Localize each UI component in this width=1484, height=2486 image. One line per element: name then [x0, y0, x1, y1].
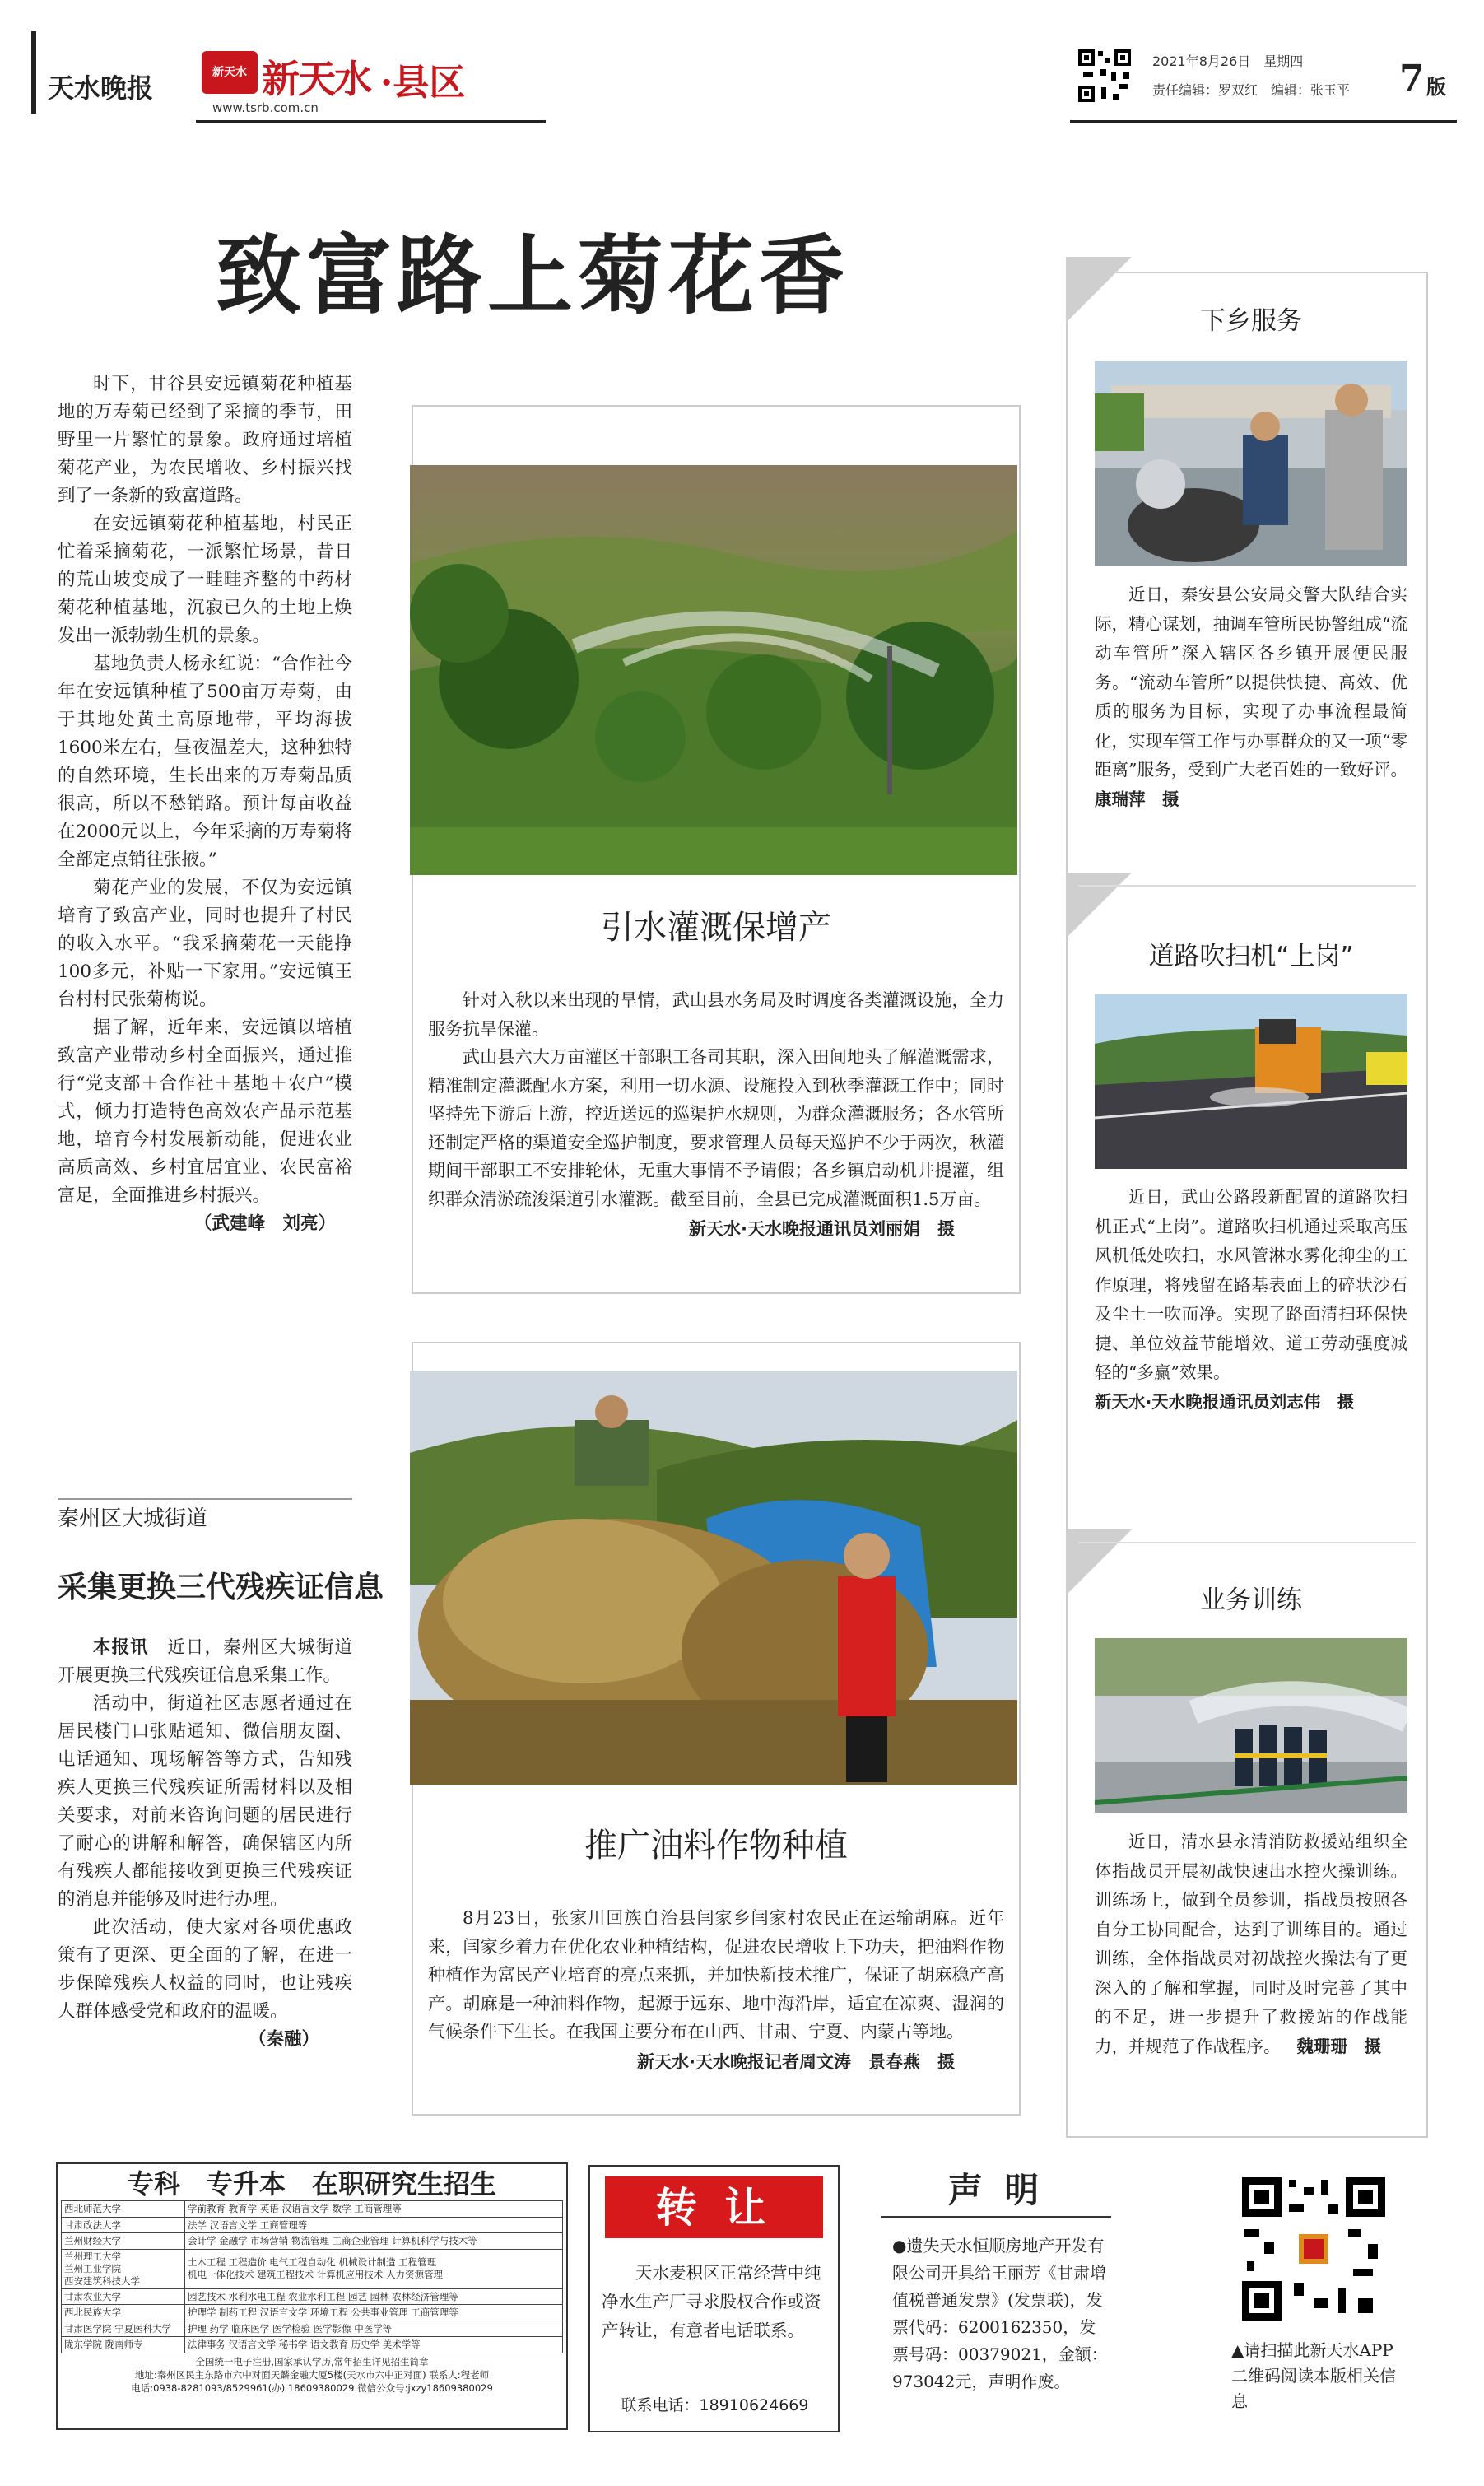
lead-paragraph: 据了解，近年来，安远镇以培植致富产业带动乡村全面振兴，通过推行“党支部＋合作社＋基地＋农户”模式，倾力打造特色高效农产品示范基地，培育今村发展新动能，促进农业高质高效、乡村宜居宜业、农民富裕富足，全面推进乡村振兴。 — [58, 1017, 352, 1206]
statement-ad-title: 声 明 — [881, 2165, 1111, 2218]
header-underline — [196, 120, 546, 123]
table-row: 兰州理工大学 兰州工业学院 西安建筑科技大学 土木工程 工程造价 电气工程自动化 机械设计制造 工程管理 机电一体化技术 建筑工程技术 计算机应用技术 人力资源管理 — [62, 2249, 563, 2288]
lead-paragraph: 在安远镇菊花种植基地，村民正忙着采摘菊花，一派繁忙场景，昔日的荒山坡变成了一畦畦齐整的中药材菊花种植基地，沉寂已久的土地上焕发出一派勃勃生机的景象。 — [58, 514, 352, 646]
main-title: 致富路上菊花香 — [216, 225, 850, 326]
article2-kicker: 秦州区大城街道 — [58, 1506, 208, 1531]
sidebar1-paragraph: 近日，秦安县公安局交警大队结合实际，精心谋划，抽调车管所民协警组成“流动车管所”深入辖区各乡镇开展便民服务。“流动车管所”以提供快捷、高效、优质的服务为目标，实现了办事流程最简化，实现车管工作与办事群众的又一项“零距离”服务，受到广大老百姓的一致好评。康瑞萍 摄 — [1095, 584, 1407, 809]
paper-name: 天水晚报 — [48, 72, 154, 104]
article2-lead-tag: 本报讯 — [93, 1637, 149, 1658]
lead-paragraph: 时下，甘谷县安远镇菊花种植基地的万寿菊已经到了采摘的季节，田野里一片繁忙的景象。政府通过培植菊花产业，为农民增收、乡村振兴找到了一条新的致富道路。 — [58, 374, 352, 506]
lead-credit: （武建峰 刘亮） — [193, 1213, 336, 1234]
article2-headline: 采集更换三代残疾证信息 — [58, 1570, 384, 1604]
photo1-caption: 引水灌溉保增产 — [601, 909, 831, 947]
sidebar1-text — [1095, 580, 1407, 814]
table-row: 兰州财经大学 会计学 金融学 市场营销 物流管理 工商企业管理 计算机科学与技术等 — [62, 2233, 563, 2250]
corner-triangle — [1066, 873, 1132, 938]
photo2-text — [428, 1904, 1004, 2076]
table-row: 西北民族大学 护理学 制药工程 汉语言文学 环境工程 公共事业管理 工商管理等 — [62, 2305, 563, 2321]
article2-body — [58, 1634, 352, 2054]
table-row: 甘肃医学院 宁夏医科大学 护理 药学 临床医学 医学检验 医学影像 中医学等 — [62, 2321, 563, 2337]
photo2-credit: 新天水·天水晚报记者周文涛 景春燕 摄 — [637, 2051, 955, 2072]
qr-code-icon[interactable] — [1077, 48, 1133, 104]
lead-paragraph: 菊花产业的发展，不仅为安远镇培育了致富产业，同时也提升了村民的收入水平。“我采摘菊花一天能挣100多元，补贴一下家用。”安远镇王台村村民张菊梅说。 — [58, 878, 352, 1010]
section-name: ·县区 — [380, 62, 466, 104]
qr-note: ▲请扫描此新天水APP二维码阅读本版相关信息 — [1231, 2340, 1396, 2411]
photo1-paragraph: 针对入秋以来出现的旱情，武山县水务局及时调度各类灌溉设施，全力服务抗旱保灌。 — [428, 990, 1004, 1039]
sidebar2-text — [1095, 1183, 1407, 1417]
article2-credit: （秦融） — [248, 2029, 319, 2050]
statement-ad-body: ●遗失天水恒顺房地产开发有限公司开具给王丽芳《甘肃增值税普通发票》(发票联)，发票代码：6200162350，发票号码：00379021，金额：973042元，声明作废。 — [892, 2236, 1108, 2391]
statement-ad — [872, 2165, 1119, 2432]
article2-paragraph: 此次活动，使大家对各项优惠政策有了更深、更全面的了解，在进一步保障残疾人权益的同时，也让残疾人群体感受党和政府的温暖。 — [58, 1917, 352, 2022]
transfer-ad-title: 转 让 — [605, 2176, 823, 2238]
logo-text: 新天水 — [262, 57, 370, 101]
column-divider — [58, 1498, 352, 1500]
sidebar2-title: 道路吹扫机“上岗” — [1148, 942, 1354, 971]
recruit-ad[interactable] — [56, 2162, 568, 2430]
sidebar1-credit: 康瑞萍 摄 — [1095, 789, 1179, 809]
recruit-footnote: 全国统一电子注册,国家承认学历,常年招生详见招生简章 — [195, 2355, 429, 2367]
recruit-table — [61, 2200, 563, 2353]
recruit-phone: 电话:0938-8281093/8529961(办) 18609380029 微信公众号:jxzy18609380029 — [131, 2381, 493, 2394]
photo2-paragraph: 8月23日，张家川回族自治县闫家乡闫家村农民正在运输胡麻。近年来，闫家乡着力在优化农业种植结构，促进农民增收上下功夫，把油料作物种植作为富民产业培育的亮点来抓，并加快新技术推广，保证了胡麻稳产高产。胡麻是一种油料作物，起源于远东、地中海沿岸，适宜在凉爽、湿润的气候条件下生长。在我国主要分布在山西、甘肃、宁夏、内蒙古等地。 — [428, 1908, 1004, 2041]
header-rule-left — [31, 31, 36, 114]
table-row: 甘肃农业大学 园艺技术 水利水电工程 农业水利工程 园艺 园林 农林经济管理等 — [62, 2288, 563, 2305]
transfer-ad-body: 天水麦积区正常经营中纯净水生产厂寻求股权合作或资产转让，有意者电话联系。 — [602, 2263, 821, 2340]
photo1-text — [428, 986, 1004, 1244]
app-qr-code-icon[interactable] — [1240, 2175, 1388, 2323]
sidebar2-credit: 新天水·天水晚报通讯员刘志伟 摄 — [1095, 1391, 1355, 1412]
table-row: 西北师范大学 学前教育 教育学 英语 汉语言文学 数学 工商管理等 — [62, 2201, 563, 2218]
recruit-ad-title: 专科 专升本 在职研究生招生 — [127, 2168, 496, 2200]
table-row: 甘肃政法大学 法学 汉语言文学 工商管理等 — [62, 2217, 563, 2233]
logo-badge: 新天水 — [202, 51, 258, 94]
photo1-paragraph: 武山县六大万亩灌区干部职工各司其职，深入田间地头了解灌溉需求，精准制定灌溉配水方案，利用一切水源、设施投入到秋季灌溉工作中；同时坚持先下游后上游，控近送远的巡渠护水规则，为群众灌溉服务；各水管所还制定严格的渠道安全巡护制度，要求管理人员每天巡护不少于两次，秋灌期间干部职工不安排轮休，无重大事情不予请假；各乡镇启动机井提灌，组织群众清淤疏浚渠道引水灌溉。截至目前，全县已完成灌溉面积1.5万亩。 — [428, 1047, 1004, 1209]
police-service-photo — [1095, 361, 1407, 566]
article2-paragraph: 近日，秦州区大城街道开展更换三代残疾证信息采集工作。 — [58, 1637, 352, 1686]
flax-harvest-photo — [410, 1371, 1017, 1785]
irrigation-photo — [410, 465, 1017, 875]
transfer-ad[interactable] — [588, 2165, 840, 2432]
issue-date: 2021年8月26日 星期四 — [1152, 54, 1304, 69]
sidebar2-paragraph: 近日，武山公路段新配置的道路吹扫机正式“上岗”。道路吹扫机通过采取高压风机低处吹扫，水风管淋水雾化抑尘的工作原理，将残留在路基表面上的碎状沙石及尘土一吹而净。实现了路面清扫环保快捷、单位效益节能增效、道工劳动强度减轻的“多赢”效果。 — [1095, 1187, 1407, 1382]
page-number: 7 — [1399, 58, 1425, 100]
sidebar-divider — [1078, 1542, 1416, 1543]
sidebar3-credit: 魏珊珊 摄 — [1296, 2036, 1381, 2056]
photo1-credit: 新天水·天水晚报通讯员刘丽娟 摄 — [689, 1219, 955, 1239]
sidebar3-paragraph: 近日，清水县永清消防救援站组织全体指战员开展初战快速出水控火操训练。训练场上，做到全员参训，指战员按照各自分工协同配合，达到了训练目的。通过训练，全体指战员对初战控火操法有了更深入的了解和掌握，同时及时完善了其中的不足，进一步提升了救援站的作战能力，并规范了作战程序。 魏珊珊 摄 — [1095, 1832, 1407, 2056]
sidebar1-title: 下乡服务 — [1200, 306, 1302, 336]
page-suffix: 版 — [1426, 75, 1446, 99]
article2-paragraph: 活动中，街道社区志愿者通过在居民楼门口张贴通知、微信朋友圈、电话通知、现场解答等方式，告知残疾人更换三代残疾证所需材料以及相关要求，对前来咨询问题的居民进行了耐心的讲解和解答，确保辖区内所有残疾人都能接收到更换三代残疾证的消息并能够及时进行办理。 — [58, 1693, 352, 1910]
road-sweeper-photo — [1095, 994, 1407, 1169]
sidebar3-text — [1095, 1827, 1407, 2061]
sidebar3-title: 业务训练 — [1200, 1585, 1302, 1615]
recruit-address: 地址:秦州区民主东路市六中对面天麟金融大厦5楼(天水市六中正对面) 联系人:程老师 — [134, 2368, 490, 2381]
lead-article — [58, 370, 352, 1238]
editors: 责任编辑：罗双红 编辑：张玉平 — [1152, 82, 1351, 98]
photo2-caption: 推广油料作物种植 — [584, 1827, 848, 1865]
page-header — [0, 0, 1484, 132]
site-url[interactable]: www.tsrb.com.cn — [212, 100, 319, 115]
header-underline-right — [1070, 120, 1457, 123]
transfer-ad-phone[interactable]: 联系电话：18910624669 — [621, 2396, 809, 2414]
firefighter-training-photo — [1095, 1638, 1407, 1813]
lead-paragraph: 基地负责人杨永红说：“合作社今年在安远镇种植了500亩万寿菊，由于其地处黄土高原地带，平均海拔1600米左右，昼夜温差大，这种独特的自然环境，生长出来的万寿菊品质很高，所以不愁销路。预计每亩收益在2000元以上，今年采摘的万寿菊将全部定点销往张掖。” — [58, 654, 352, 870]
table-row: 陇东学院 陇南师专 法律事务 汉语言文学 秘书学 语文教育 历史学 美术学等 — [62, 2337, 563, 2353]
sidebar-divider — [1078, 885, 1416, 887]
